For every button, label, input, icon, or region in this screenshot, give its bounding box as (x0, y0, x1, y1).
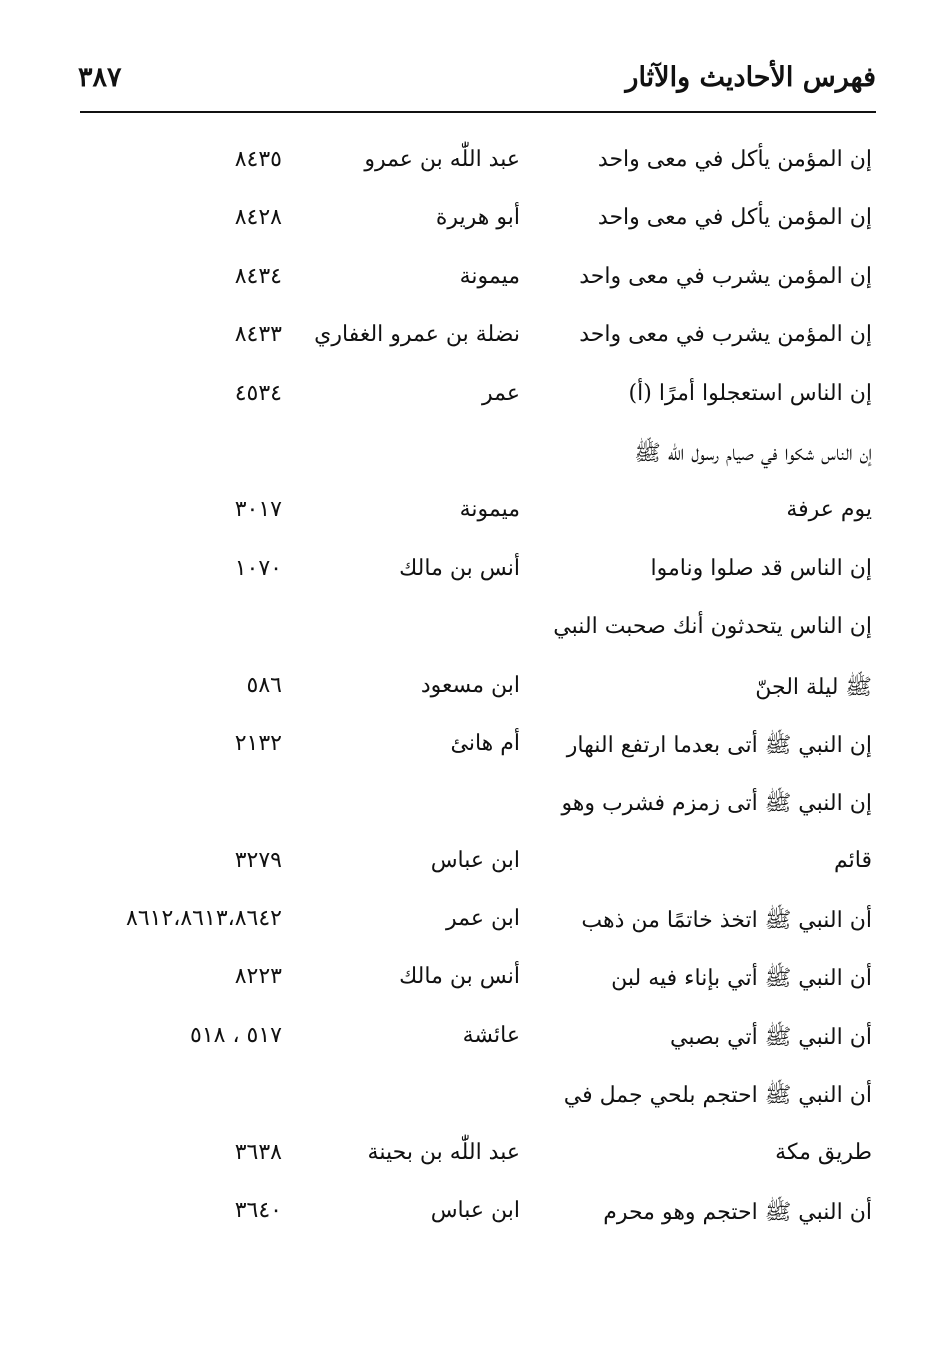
hadith-text: طريق مكة (775, 1139, 872, 1165)
narrator: أبو هريرة (435, 205, 520, 231)
narrator: أنس بن مالك (399, 555, 520, 581)
hadith-number: ٤٥٣٤ (234, 380, 282, 406)
narrator: عبد اللّٰه بن عمرو (364, 147, 520, 172)
hadith-text: إن الناس شكوا في صيام رسول اللّٰه ﷺ (634, 440, 872, 466)
hadith-number: ٨٤٣٣ (234, 322, 282, 348)
hadith-text: إن الناس يتحدثون أنك صحبت النبي (553, 614, 872, 640)
hadith-number: ٨٤٣٥ (234, 147, 282, 172)
narrator: عائشة (462, 1022, 520, 1048)
index-row (0, 661, 928, 719)
narrator: عمر (482, 380, 520, 406)
narrator: أم هانئ (450, 730, 520, 756)
hadith-number: ٥١٧ ، ٥١٨ (190, 1022, 282, 1048)
narrator: نضلة بن عمرو الغفاري (314, 322, 520, 348)
hadith-number: ٨٢٢٣ (234, 964, 282, 990)
index-row (0, 1069, 928, 1127)
hadith-text: إن المؤمن يأكل في معى واحد (597, 147, 872, 172)
index-row (0, 602, 928, 660)
index-row (0, 719, 928, 777)
hadith-number: ٣٦٤٠ (234, 1198, 282, 1224)
hadith-number: ٢١٣٢ (234, 730, 282, 756)
index-row (0, 777, 928, 835)
page-number: ٣٨٧ (78, 62, 122, 93)
narrator: ابن عباس (430, 1198, 520, 1224)
page-title: فهرس الأحاديث والآثار (625, 62, 876, 93)
hadith-text: أن النبي ﷺ أتي بإناء فيه لبن (611, 966, 872, 992)
hadith-number: ٨٤٢٨ (234, 205, 282, 231)
hadith-index-list (0, 135, 928, 1244)
index-row (0, 310, 928, 368)
narrator: ابن عباس (430, 847, 520, 873)
index-row (0, 1186, 928, 1244)
hadith-text: يوم عرفة (786, 497, 872, 523)
index-row (0, 369, 928, 427)
index-row (0, 193, 928, 251)
narrator: ميمونة (459, 497, 520, 523)
narrator: أنس بن مالك (399, 964, 520, 990)
index-row (0, 1011, 928, 1069)
index-row (0, 952, 928, 1010)
narrator: ابن مسعود (420, 672, 520, 698)
index-row (0, 135, 928, 193)
hadith-text: أن النبي ﷺ احتجم وهو محرم (603, 1200, 872, 1226)
hadith-text: أن النبي ﷺ اتخذ خاتمًا من ذهب (581, 908, 872, 934)
hadith-text: إن المؤمن يشرب في معى واحد (579, 322, 872, 348)
hadith-text: إن الناس استعجلوا أمرًا (أ) (628, 380, 872, 406)
header-rule (80, 111, 876, 113)
hadith-number: ٨٤٣٤ (234, 263, 282, 289)
index-row (0, 1128, 928, 1186)
index-row (0, 836, 928, 894)
index-row (0, 485, 928, 543)
page-header (78, 62, 876, 106)
hadith-number: ٣٠١٧ (234, 497, 282, 523)
hadith-text: قائم (834, 847, 872, 873)
hadith-text: ﷺ ليلة الجنّ (755, 674, 872, 700)
index-row (0, 252, 928, 310)
index-row (0, 427, 928, 485)
hadith-number: ١٠٧٠ (234, 555, 282, 581)
hadith-number: ٨٦١٢،٨٦١٣،٨٦٤٢ (126, 906, 282, 932)
hadith-text: إن المؤمن يأكل في معى واحد (597, 205, 872, 231)
narrator: ابن عمر (446, 906, 520, 932)
hadith-number: ٥٨٦ (246, 672, 282, 698)
narrator: عبد اللّٰه بن بحينة (367, 1139, 520, 1165)
hadith-text: أن النبي ﷺ احتجم بلحي جمل في (563, 1083, 872, 1109)
index-row (0, 894, 928, 952)
hadith-text: إن المؤمن يشرب في معى واحد (579, 263, 872, 289)
hadith-text: إن النبي ﷺ أتى بعدما ارتفع النهار (566, 732, 872, 758)
hadith-text: أن النبي ﷺ أتي بصبي (670, 1024, 872, 1050)
hadith-text: إن الناس قد صلوا وناموا (650, 555, 872, 581)
hadith-text: إن النبي ﷺ أتى زمزم فشرب وهو (561, 791, 872, 817)
hadith-number: ٣٦٣٨ (234, 1139, 282, 1165)
hadith-number: ٣٢٧٩ (234, 847, 282, 873)
narrator: ميمونة (459, 263, 520, 289)
index-row (0, 544, 928, 602)
